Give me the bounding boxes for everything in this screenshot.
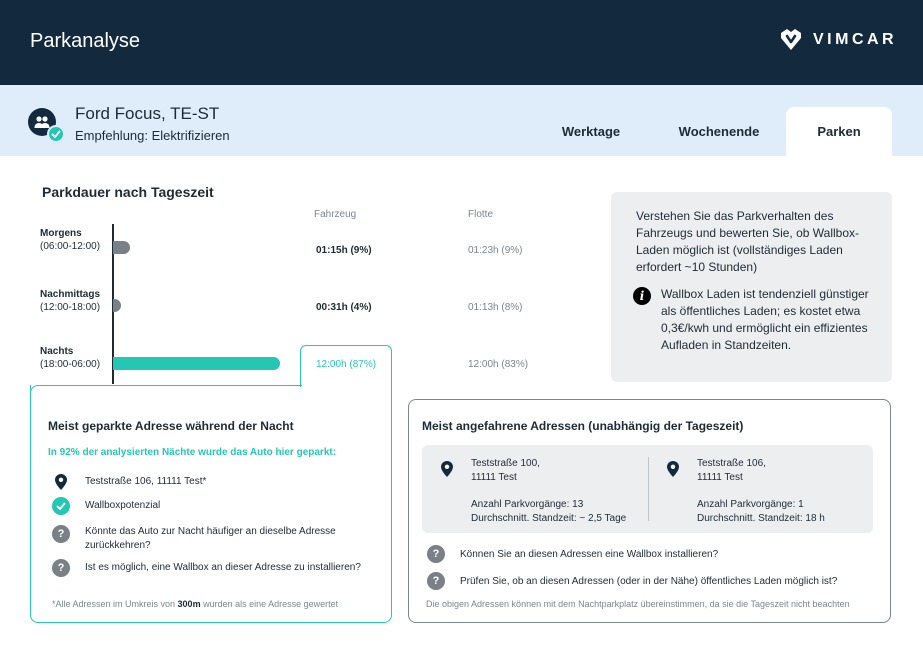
vimcar-heart-logo-icon [779,29,803,51]
address-divider [648,457,649,521]
address-1-street: Teststraße 100, [471,458,540,469]
address-1-city: 11111 Test [471,472,517,483]
wallbox-potential-item [52,497,160,515]
address-1-count: Anzahl Parkvorgänge: 13 [471,499,584,510]
info-card [611,192,892,382]
info-icon: i [633,287,651,305]
group-icon [34,115,50,129]
wallbox-potential-text: Wallboxpotenzial [85,500,161,511]
row-range: (18:00-06:00) [40,359,101,370]
vehicle-header [0,85,923,156]
icon-wrap [52,525,70,543]
footnote-radius: 300m [177,599,201,609]
location-pin-icon [52,473,70,491]
footnote-pre: *Alle Adressen im Umkreis von [52,599,178,609]
frequent-addresses-title: Meist angefahrene Adressen (unabhängig der Tageszeit) [422,419,744,433]
brand-logo[interactable] [779,29,897,51]
row-title: Morgens [40,228,82,239]
fleet-value-night: 12:00h (83%) [468,359,529,370]
vehicle-recommendation: Empfehlung: Elektrifizieren [75,128,230,143]
location-pin-icon [667,461,679,477]
fleet-value-afternoon: 01:13h (8%) [468,302,523,313]
question-icon: ? [52,525,70,543]
location-pin-icon [441,461,453,477]
tab-parken[interactable]: Parken [786,107,892,156]
address-question-text: Können Sie an diesen Adressen eine Wallbox installieren? [460,548,719,560]
address-2-city: 11111 Test [697,472,743,483]
duration-bar-afternoon [113,299,121,312]
vehicle-value-morning: 01:15h (9%) [316,245,372,256]
column-header-fleet: Flotte [468,209,494,220]
night-address-text: Teststraße 106, 11111 Test* [85,476,207,487]
icon-wrap [52,559,70,577]
top-bar [0,0,923,85]
address-2-count: Anzahl Parkvorgänge: 1 [697,499,804,510]
address-2-street: Teststraße 106, [697,458,766,469]
info-note-text: Wallbox Laden ist tendenziell günstiger als öffentliches Laden; es kostet etwa 0,3€/kwh und ermöglicht ein effizientes Aufladen in Standzeiten. [661,287,869,352]
page-title: Parkanalyse [30,30,141,52]
night-question-item [52,525,375,553]
vehicle-value-night: 12:00h (87%) [316,359,377,370]
night-question-text: Könnte das Auto zur Nacht häufiger an dieselbe Adresse zurückkehren? [85,526,336,551]
row-title: Nachts [40,346,74,357]
address-question-item [427,545,718,563]
question-icon: ? [427,572,445,590]
night-card-footnote [52,599,338,609]
row-range: (06:00-12:00) [40,241,101,252]
row-title: Nachmittags [40,289,101,300]
column-header-vehicle: Fahrzeug [314,209,357,220]
footnote-post: wurden als eine Adresse gewertet [200,599,339,609]
row-label-morning [40,227,100,253]
row-range: (12:00-18:00) [40,302,101,313]
addresses-footnote: Die obigen Adressen können mit dem Nachtparkplatz übereinstimmen, da sie die Tageszeit nicht beachten [426,599,850,609]
check-circle-icon [52,497,70,515]
duration-bar-morning [113,241,130,254]
address-question-text: Prüfen Sie, ob an diesen Adressen (oder in der Nähe) öffentliches Laden möglich ist? [460,575,838,587]
row-label-afternoon [40,288,100,314]
night-address-item [52,473,206,491]
brand-name: VIMCAR [813,31,898,48]
tab-wochenende[interactable]: Wochenende [678,124,760,139]
question-icon: ? [427,545,445,563]
check-badge-icon [47,125,65,143]
vehicle-value-afternoon: 00:31h (4%) [316,302,372,313]
tab-werktage[interactable]: Werktage [561,124,621,139]
night-question-text: Ist es möglich, eine Wallbox an dieser Adresse zu installieren? [85,562,361,573]
night-card-title: Meist geparkte Adresse während der Nacht [48,419,294,433]
question-icon: ? [52,559,70,577]
fleet-value-morning: 01:23h (9%) [468,245,523,256]
night-card-subtitle: In 92% der analysierten Nächte wurde das Auto hier geparkt: [48,447,337,458]
vehicle-name: Ford Focus, TE-ST [75,104,220,123]
night-question-item [52,559,361,577]
duration-bar-night [113,357,280,370]
address-1-duration: Durchschnitt. Standzeit: ~ 2,5 Tage [471,513,627,524]
icon-wrap [52,497,70,515]
row-label-night [40,345,100,371]
info-description: Verstehen Sie das Parkverhalten des Fahrzeugs und bewerten Sie, ob Wallbox-Laden möglich ist (vollständiges Laden erfordert ~10 Stunden) [636,209,860,274]
tab-bar [530,107,892,156]
night-card-top-border [30,385,302,401]
address-2-duration: Durchschnitt. Standzeit: 18 h [697,513,825,524]
address-question-item [427,572,837,590]
info-note [633,286,872,354]
parking-duration-title: Parkdauer nach Tageszeit [42,184,214,200]
